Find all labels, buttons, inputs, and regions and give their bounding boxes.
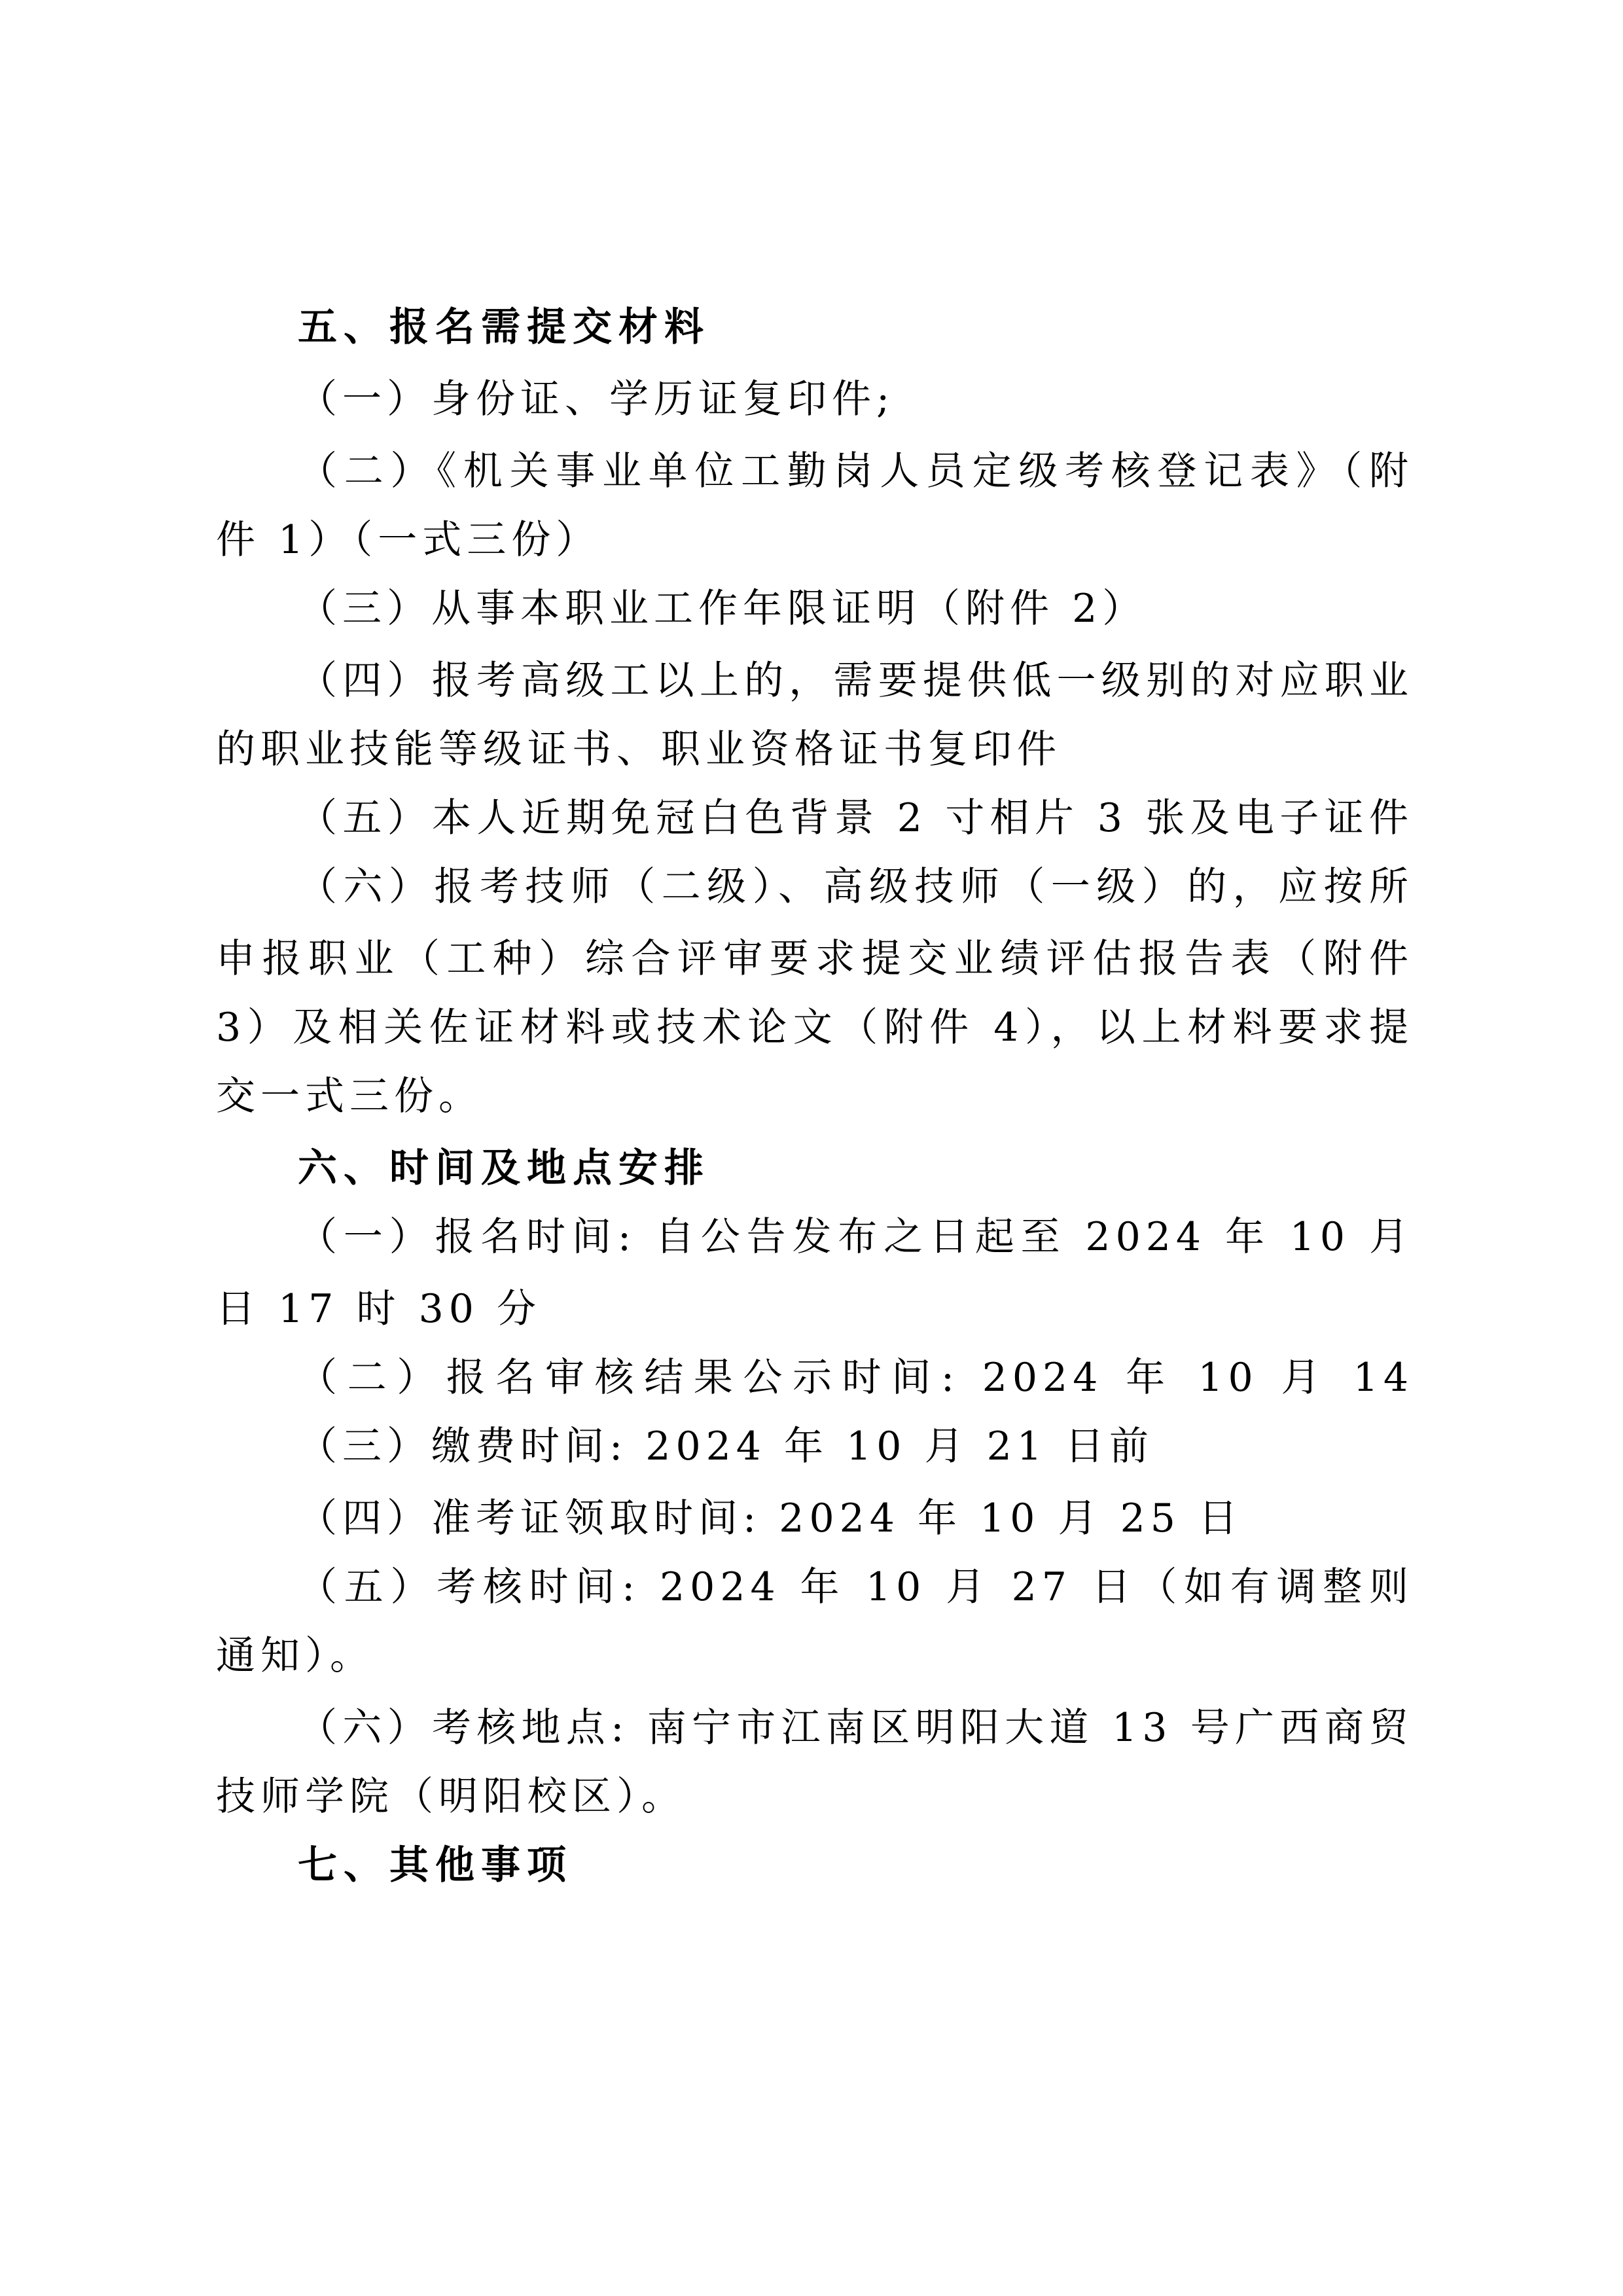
schedule-item-4: （四）准考证领取时间: 2024 年 10 月 25 日 <box>298 1496 1243 1541</box>
schedule-item-5-line-1: （五）考核时间: 2024 年 10 月 27 日（如有调整则 <box>298 1564 1414 1610</box>
schedule-item-5-line-2: 通知）。 <box>216 1633 374 1679</box>
materials-item-6-line-4: 交一式三份。 <box>216 1073 483 1119</box>
schedule-item-6-line-1: （六）考核地点: 南宁市江南区明阳大道 13 号广西商贸 <box>298 1705 1414 1751</box>
schedule-item-1-line-1: （一）报名时间: 自公告发布之日起至 2024 年 10 月 <box>298 1214 1414 1260</box>
schedule-item-1-line-2: 日 17 时 30 分 <box>216 1286 541 1332</box>
materials-item-1: （一）身份证、学历证复印件; <box>298 376 895 422</box>
schedule-item-2: （二）报名审核结果公示时间: 2024 年 10 月 14 <box>298 1355 1414 1401</box>
section-heading-other-matters: 七、其他事项 <box>298 1842 573 1888</box>
section-heading-schedule: 六、时间及地点安排 <box>298 1145 710 1191</box>
materials-item-3: （三）从事本职业工作年限证明（附件 2） <box>298 586 1147 632</box>
materials-item-6-line-1: （六）报考技师（二级）、高级技师（一级）的，应按所 <box>298 864 1414 910</box>
materials-item-4-line-1: （四）报考高级工以上的，需要提供低一级别的对应职业 <box>298 658 1414 704</box>
schedule-item-3: （三）缴费时间: 2024 年 10 月 21 日前 <box>298 1424 1154 1469</box>
materials-item-2-line-1: （二）《机关事业单位工勤岗人员定级考核登记表》（附 <box>298 448 1414 494</box>
materials-item-4-line-2: 的职业技能等级证书、职业资格证书复印件 <box>216 726 1061 772</box>
materials-item-5: （五）本人近期免冠白色背景 2 寸相片 3 张及电子证件 <box>298 795 1414 841</box>
materials-item-6-line-2: 申报职业（工种）综合评审要求提交业绩评估报告表（附件 <box>216 936 1414 982</box>
materials-item-6-line-3: 3）及相关佐证材料或技术论文（附件 4），以上材料要求提 <box>216 1005 1414 1050</box>
materials-item-2-line-2: 件 1）（一式三份） <box>216 517 601 563</box>
section-heading-materials: 五、报名需提交材料 <box>298 304 710 350</box>
schedule-item-6-line-2: 技师学院（明阳校区）。 <box>216 1774 686 1820</box>
